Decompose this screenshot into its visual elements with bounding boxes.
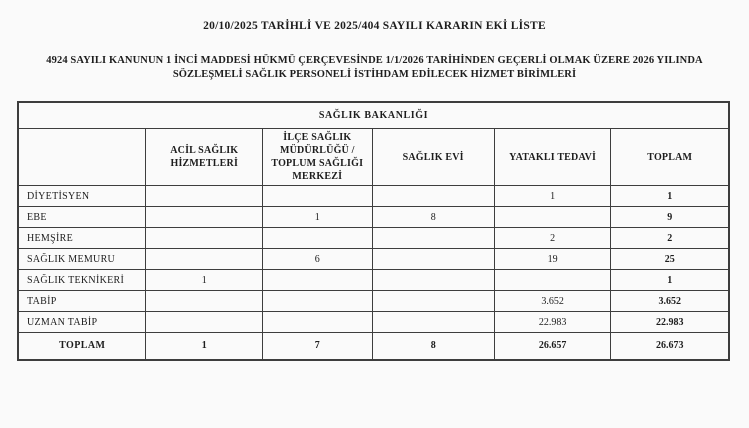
cell-value — [372, 312, 494, 333]
row-label: TABİP — [18, 291, 146, 312]
table-row — [18, 312, 729, 333]
cell-value: 8 — [372, 207, 494, 228]
table-row — [18, 186, 729, 207]
cell-value: 3.652 — [494, 291, 611, 312]
document-title: 20/10/2025 TARİHLİ VE 2025/404 SAYILI KARARIN EKİ LİSTE — [203, 20, 546, 32]
cell-value: 19 — [494, 249, 611, 270]
column-header-acil-saglik-hizmetleri: ACİL SAĞLIK HİZMETLERİ — [146, 129, 263, 186]
cell-value — [146, 291, 263, 312]
cell-value: 22.983 — [494, 312, 611, 333]
row-label: UZMAN TABİP — [18, 312, 146, 333]
cell-value — [263, 186, 372, 207]
table-group-header-row — [18, 102, 729, 129]
cell-value — [263, 228, 372, 249]
cell-value: 1 — [611, 186, 729, 207]
cell-value — [146, 228, 263, 249]
cell-value — [372, 270, 494, 291]
cell-value: 1 — [611, 270, 729, 291]
total-row-label: TOPLAM — [18, 333, 146, 360]
cell-value: 1 — [263, 207, 372, 228]
total-cell-toplam: 26.673 — [611, 333, 729, 360]
row-label: SAĞLIK TEKNİKERİ — [18, 270, 146, 291]
cell-value: 9 — [611, 207, 729, 228]
cell-value — [372, 249, 494, 270]
cell-value — [494, 207, 611, 228]
column-header-ilce-saglik-mudurlugu: İLÇE SAĞLIK MÜDÜRLÜĞÜ / TOPLUM SAĞLIĞI MERKEZİ — [263, 129, 372, 186]
ministry-header: SAĞLIK BAKANLIĞI — [18, 102, 729, 129]
cell-value: 6 — [263, 249, 372, 270]
personnel-table-body — [18, 102, 729, 360]
cell-value — [494, 270, 611, 291]
cell-value: 1 — [494, 186, 611, 207]
row-label: HEMŞİRE — [18, 228, 146, 249]
cell-value — [263, 291, 372, 312]
cell-value: 3.652 — [611, 291, 729, 312]
cell-value — [146, 249, 263, 270]
column-header-saglik-evi: SAĞLIK EVİ — [372, 129, 494, 186]
document-subtitle-line1: 4924 SAYILI KANUNUN 1 İNCİ MADDESİ HÜKMÜ ÇERÇEVESİNDE 1/1/2026 TARİHİNDEN GEÇERLİ OLMAK ÜZERE 2026 YILINDA — [46, 55, 703, 66]
table-row — [18, 291, 729, 312]
cell-value: 1 — [146, 270, 263, 291]
cell-value — [263, 270, 372, 291]
cell-value — [372, 186, 494, 207]
total-cell-acil: 1 — [146, 333, 263, 360]
column-header-toplam: TOPLAM — [611, 129, 729, 186]
table-column-header-row — [18, 129, 729, 186]
cell-value — [372, 291, 494, 312]
cell-value: 2 — [611, 228, 729, 249]
personnel-table — [17, 101, 730, 361]
cell-value — [263, 312, 372, 333]
total-cell-saglik-evi: 8 — [372, 333, 494, 360]
table-row — [18, 249, 729, 270]
cell-value — [372, 228, 494, 249]
total-cell-ilce: 7 — [263, 333, 372, 360]
cell-value — [146, 186, 263, 207]
row-label: DİYETİSYEN — [18, 186, 146, 207]
table-row — [18, 270, 729, 291]
table-row — [18, 207, 729, 228]
row-label: SAĞLIK MEMURU — [18, 249, 146, 270]
total-cell-yatakli: 26.657 — [494, 333, 611, 360]
cell-value: 22.983 — [611, 312, 729, 333]
cell-value: 2 — [494, 228, 611, 249]
table-total-row — [18, 333, 729, 360]
column-header-empty — [18, 129, 146, 186]
cell-value: 25 — [611, 249, 729, 270]
table-row — [18, 228, 729, 249]
cell-value — [146, 207, 263, 228]
column-header-yatakli-tedavi: YATAKLI TEDAVİ — [494, 129, 611, 186]
document-subtitle — [40, 54, 710, 82]
document-subtitle-line2: SÖZLEŞMELİ SAĞLIK PERSONELİ İSTİHDAM EDİLECEK HİZMET BİRİMLERİ — [172, 68, 577, 80]
row-label: EBE — [18, 207, 146, 228]
cell-value — [146, 312, 263, 333]
